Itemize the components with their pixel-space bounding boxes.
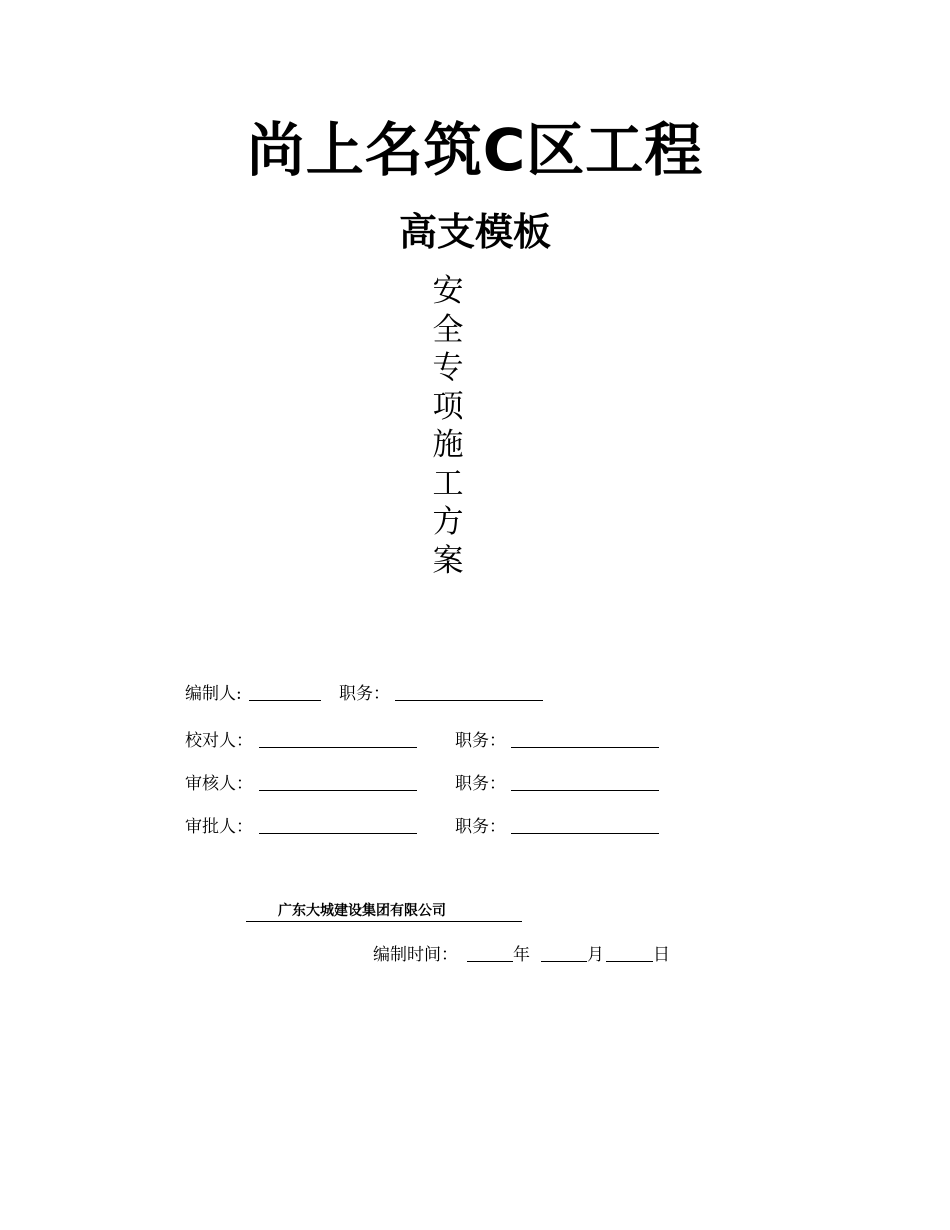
document-type-char: 项 <box>432 388 464 425</box>
month-suffix: 月 <box>587 945 604 965</box>
document-type-char: 工 <box>432 465 464 502</box>
approver-label: 审批人： <box>185 817 253 837</box>
approver-position-blank <box>511 833 659 834</box>
document-type-char: 案 <box>432 542 464 579</box>
document-type-char: 专 <box>432 350 464 386</box>
compiler-blank <box>249 700 321 701</box>
proofreader-position-blank <box>511 747 659 748</box>
month-blank <box>541 961 587 962</box>
document-type-char: 方 <box>432 504 464 540</box>
day-suffix: 日 <box>653 945 670 965</box>
proofreader-label: 校对人： <box>185 731 253 751</box>
project-title: 尚上名筑C区工程 <box>246 116 704 184</box>
document-type-vertical <box>428 272 468 580</box>
year-blank <box>467 961 513 962</box>
proofreader-position-label: 职务： <box>455 731 506 751</box>
compiler-position-label: 职务： <box>339 684 390 704</box>
day-blank <box>606 961 653 962</box>
compiler-position-blank <box>395 700 543 701</box>
reviewer-label: 审核人： <box>185 774 253 794</box>
document-type-char: 安 <box>432 273 464 309</box>
date-label: 编制时间： <box>373 945 458 965</box>
year-suffix: 年 <box>513 945 530 965</box>
reviewer-blank <box>259 790 417 791</box>
reviewer-position-blank <box>511 790 659 791</box>
compiler-label: 编制人: <box>185 684 242 704</box>
proofreader-blank <box>259 747 417 748</box>
document-type-char: 施 <box>432 427 464 463</box>
company-name: 广东大城建设集团有限公司 <box>246 900 522 922</box>
document-type-char: 全 <box>432 311 464 348</box>
reviewer-position-label: 职务： <box>455 774 506 794</box>
document-subtitle: 高支模板 <box>398 210 551 254</box>
approver-position-label: 职务： <box>455 817 506 837</box>
approver-blank <box>259 833 417 834</box>
